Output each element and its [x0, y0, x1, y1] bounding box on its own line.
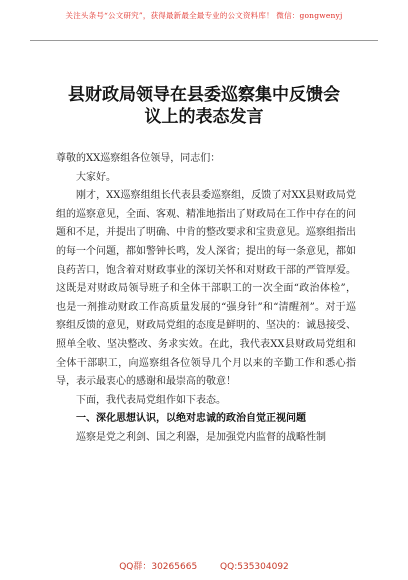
paragraph-3: 巡察是党之利剑、国之利器，是加强党内监督的战略性制 — [76, 431, 326, 443]
title-line-2: 议上的表态发言 — [144, 107, 264, 127]
footer-qq-number: QQ:535304092 — [220, 562, 289, 572]
document-body — [56, 150, 356, 448]
salutation: 尊敬的XX巡察组各位领导，同志们： — [56, 153, 221, 164]
paragraph-1: 刚才，XX巡察组组长代表县委巡察组，反馈了对XX县财政局党组的巡察意见，全面、客观、精准地指出了财政局在工作中存在的问题和不足，并提出了明确、中肯的整改要求和宝贵意见。巡察组指出的每一个问题，都如警钟长鸣，发人深省；提出的每一条意见，都如良药苦口，饱含着对财政事业的深切关怀和对财政干部的严管厚爱。这既是对财政局领导班子和全体干部职工的一次全面“政治体检”，也是一剂推动财政工作高质量发展的“强身针”和“清醒剂”。对于巡察组反馈的意见，财政局党组的态度是鲜明的、坚决的：诚恳接受、照单全收、坚决整改、务求实效。在此，我代表XX县财政局党组和全体干部职工，向巡察组各位领导几个月以来的辛勤工作和悉心指导，表示最衷心的感谢和最崇高的敬意！ — [56, 190, 356, 388]
document-title — [40, 84, 368, 128]
paragraph-2: 下面，我代表局党组作如下表态。 — [76, 394, 226, 406]
section-heading-1: 一、深化思想认识，以绝对忠诚的政治自觉正视问题 — [76, 413, 306, 425]
greeting: 大家好。 — [76, 171, 116, 183]
header-divider — [30, 40, 378, 41]
footer-contact — [0, 559, 408, 572]
footer-qq-group: QQ群：30265665 — [119, 562, 198, 572]
header-banner: 关注头条号“公文研究”，获得最新最全最专业的公文资料库！ 微信：gongwenyj — [65, 11, 343, 20]
title-line-1: 县财政局领导在县委巡察集中反馈会 — [68, 85, 340, 105]
